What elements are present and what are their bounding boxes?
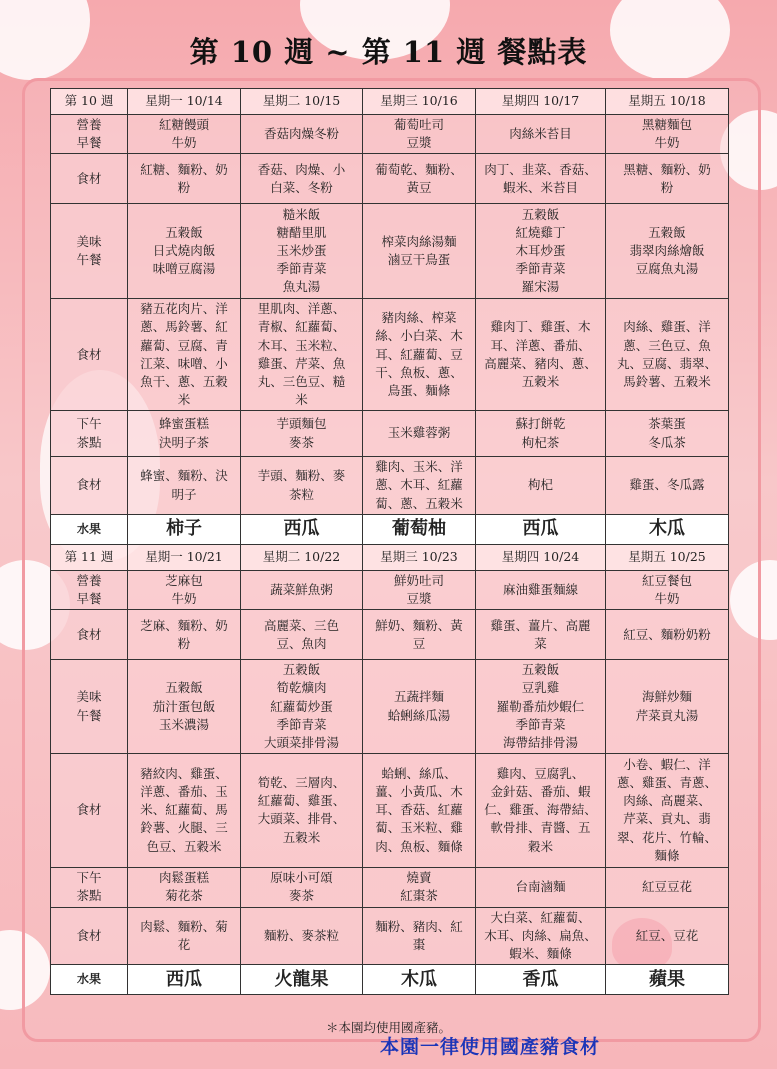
week-label: 第 11 週 (51, 545, 128, 571)
fruit-label: 水果 (51, 515, 128, 545)
meal-cell: 雞肉丁、雞蛋、木 耳、洋蔥、番茄、 高麗菜、豬肉、蔥、 五穀米 (476, 299, 606, 411)
footnote: ＊本園均使用國產豬。 (325, 1020, 451, 1035)
day-header: 星期二 10/15 (241, 89, 363, 115)
meal-cell: 玉米雞蓉粥 (363, 411, 476, 457)
meal-cell: 紅豆、麵粉奶粉 (606, 610, 729, 660)
day-header: 星期三 10/16 (363, 89, 476, 115)
meal-cell: 海鮮炒麵 芹菜貢丸湯 (606, 660, 729, 754)
meal-cell: 里肌肉、洋蔥、 青椒、紅蘿蔔、 木耳、玉米粒、 雞蛋、芹菜、魚 丸、三色豆、糙 米 (241, 299, 363, 411)
meal-cell: 豬五花肉片、洋 蔥、馬鈴薯、紅 蘿蔔、豆腐、青 江菜、味噌、小 魚干、蔥、五穀 米 (128, 299, 241, 411)
meal-cell: 台南滷麵 (476, 867, 606, 907)
meal-cell: 鮮奶、麵粉、黃 豆 (363, 610, 476, 660)
meal-row (51, 115, 729, 154)
meal-row (51, 411, 729, 457)
meal-cell: 糙米飯 糖醋里肌 玉米炒蛋 季節青菜 魚丸湯 (241, 204, 363, 299)
meal-cell: 豬絞肉、雞蛋、 洋蔥、番茄、玉 米、紅蘿蔔、馬 鈴薯、火腿、三 色豆、五穀米 (128, 753, 241, 867)
meal-cell: 五蔬拌麵 蛤蜊絲瓜湯 (363, 660, 476, 754)
meal-cell: 紅豆餐包 牛奶 (606, 571, 729, 610)
meal-cell: 五穀飯 豆乳雞 羅勒番茄炒蝦仁 季節青菜 海帶結排骨湯 (476, 660, 606, 754)
meal-row (51, 204, 729, 299)
meal-cell: 枸杞 (476, 457, 606, 515)
day-header: 星期五 10/18 (606, 89, 729, 115)
day-header: 星期三 10/23 (363, 545, 476, 571)
fruit-cell: 火龍果 (241, 965, 363, 995)
meal-cell: 五穀飯 茄汁蛋包飯 玉米濃湯 (128, 660, 241, 754)
meal-cell: 肉丁、韭菜、香菇、 蝦米、米苔目 (476, 154, 606, 204)
week-header-row (51, 89, 729, 115)
meal-cell: 茶葉蛋 冬瓜茶 (606, 411, 729, 457)
meal-cell: 麵粉、麥茶粒 (241, 907, 363, 964)
meal-cell: 五穀飯 紅燒雞丁 木耳炒蛋 季節青菜 羅宋湯 (476, 204, 606, 299)
fruit-row (51, 965, 729, 995)
meal-cell: 筍乾、三層肉、 紅蘿蔔、雞蛋、 大頭菜、排骨、 五穀米 (241, 753, 363, 867)
fruit-cell: 柿子 (128, 515, 241, 545)
meal-cell: 麻油雞蛋麵線 (476, 571, 606, 610)
meal-row (51, 660, 729, 754)
meal-cell: 大白菜、紅蘿蔔、 木耳、肉絲、扁魚、 蝦米、麵條 (476, 907, 606, 964)
day-header: 星期一 10/14 (128, 89, 241, 115)
meal-cell: 雞蛋、薑片、高麗 菜 (476, 610, 606, 660)
day-header: 星期五 10/25 (606, 545, 729, 571)
page-title: 第 10 週 ~ 第 11 週 餐點表 (189, 35, 588, 69)
fruit-cell: 香瓜 (476, 965, 606, 995)
meal-row (51, 907, 729, 964)
meal-cell: 小卷、蝦仁、洋 蔥、雞蛋、青蔥、 肉絲、高麗菜、 芹菜、貢丸、翡 翠、花片、竹輪、 麵條 (606, 753, 729, 867)
meal-cell: 紅糖饅頭 牛奶 (128, 115, 241, 154)
meal-cell: 香菇肉燥冬粉 (241, 115, 363, 154)
fruit-label: 水果 (51, 965, 128, 995)
fruit-cell: 葡萄柚 (363, 515, 476, 545)
meal-cell: 紅豆豆花 (606, 867, 729, 907)
meal-cell: 黑糖、麵粉、奶 粉 (606, 154, 729, 204)
fruit-cell: 西瓜 (241, 515, 363, 545)
meal-cell: 蜂蜜、麵粉、決 明子 (128, 457, 241, 515)
week-header-row (51, 545, 729, 571)
meal-cell: 榨菜肉絲湯麵 滷豆干鳥蛋 (363, 204, 476, 299)
meal-cell: 雞肉、豆腐乳、 金針菇、番茄、蝦 仁、雞蛋、海帶結、 軟骨排、青醬、五 穀米 (476, 753, 606, 867)
day-header: 星期四 10/17 (476, 89, 606, 115)
row-category-label: 食材 (51, 907, 128, 964)
meal-cell: 葡萄吐司 豆漿 (363, 115, 476, 154)
meal-table (50, 88, 729, 995)
meal-row (51, 610, 729, 660)
meal-cell: 香菇、肉燥、小 白菜、冬粉 (241, 154, 363, 204)
week-label: 第 10 週 (51, 89, 128, 115)
meal-cell: 肉絲、雞蛋、洋 蔥、三色豆、魚 丸、豆腐、翡翠、 馬鈴薯、五穀米 (606, 299, 729, 411)
meal-cell: 肉鬆、麵粉、菊 花 (128, 907, 241, 964)
meal-cell: 紅糖、麵粉、奶 粉 (128, 154, 241, 204)
meal-cell: 高麗菜、三色 豆、魚肉 (241, 610, 363, 660)
meal-row (51, 571, 729, 610)
meal-cell: 芝麻包 牛奶 (128, 571, 241, 610)
meal-row (51, 299, 729, 411)
meal-cell: 蛤蜊、絲瓜、 薑、小黃瓜、木 耳、香菇、紅蘿 蔔、玉米粒、雞 肉、魚板、麵條 (363, 753, 476, 867)
meal-cell: 雞肉、玉米、洋 蔥、木耳、紅蘿 蔔、蔥、五穀米 (363, 457, 476, 515)
meal-cell: 雞蛋、冬瓜露 (606, 457, 729, 515)
row-category-label: 食材 (51, 753, 128, 867)
day-header: 星期一 10/21 (128, 545, 241, 571)
row-category-label: 營養 早餐 (51, 115, 128, 154)
fruit-cell: 木瓜 (606, 515, 729, 545)
row-category-label: 美味 午餐 (51, 204, 128, 299)
meal-cell: 肉鬆蛋糕 菊花茶 (128, 867, 241, 907)
row-category-label: 營養 早餐 (51, 571, 128, 610)
row-category-label: 食材 (51, 154, 128, 204)
meal-cell: 芋頭、麵粉、麥 茶粒 (241, 457, 363, 515)
fruit-cell: 西瓜 (476, 515, 606, 545)
meal-row (51, 154, 729, 204)
fruit-cell: 蘋果 (606, 965, 729, 995)
meal-cell: 紅豆、豆花 (606, 907, 729, 964)
row-category-label: 下午 茶點 (51, 867, 128, 907)
fruit-cell: 西瓜 (128, 965, 241, 995)
row-category-label: 食材 (51, 457, 128, 515)
pork-banner: 本園一律使用國產豬食材 (380, 1036, 601, 1058)
meal-row (51, 867, 729, 907)
row-category-label: 下午 茶點 (51, 411, 128, 457)
fruit-cell: 木瓜 (363, 965, 476, 995)
meal-cell: 芝麻、麵粉、奶 粉 (128, 610, 241, 660)
row-category-label: 食材 (51, 299, 128, 411)
meal-cell: 蔬菜鮮魚粥 (241, 571, 363, 610)
meal-cell: 蜂蜜蛋糕 決明子茶 (128, 411, 241, 457)
meal-cell: 芋頭麵包 麥茶 (241, 411, 363, 457)
day-header: 星期四 10/24 (476, 545, 606, 571)
meal-cell: 葡萄乾、麵粉、 黃豆 (363, 154, 476, 204)
row-category-label: 美味 午餐 (51, 660, 128, 754)
row-category-label: 食材 (51, 610, 128, 660)
meal-row (51, 457, 729, 515)
meal-cell: 五穀飯 筍乾爌肉 紅蘿蔔炒蛋 季節青菜 大頭菜排骨湯 (241, 660, 363, 754)
day-header: 星期二 10/22 (241, 545, 363, 571)
meal-row (51, 753, 729, 867)
meal-cell: 肉絲米苔目 (476, 115, 606, 154)
meal-cell: 蘇打餅乾 枸杞茶 (476, 411, 606, 457)
meal-cell: 五穀飯 翡翠肉絲燴飯 豆腐魚丸湯 (606, 204, 729, 299)
meal-cell: 麵粉、豬肉、紅 棗 (363, 907, 476, 964)
fruit-row (51, 515, 729, 545)
meal-cell: 鮮奶吐司 豆漿 (363, 571, 476, 610)
meal-cell: 五穀飯 日式燒肉飯 味噌豆腐湯 (128, 204, 241, 299)
meal-cell: 燒賣 紅棗茶 (363, 867, 476, 907)
meal-cell: 原味小可頌 麥茶 (241, 867, 363, 907)
meal-cell: 黑糖麵包 牛奶 (606, 115, 729, 154)
meal-cell: 豬肉絲、榨菜 絲、小白菜、木 耳、紅蘿蔔、豆 干、魚板、蔥、 鳥蛋、麵條 (363, 299, 476, 411)
